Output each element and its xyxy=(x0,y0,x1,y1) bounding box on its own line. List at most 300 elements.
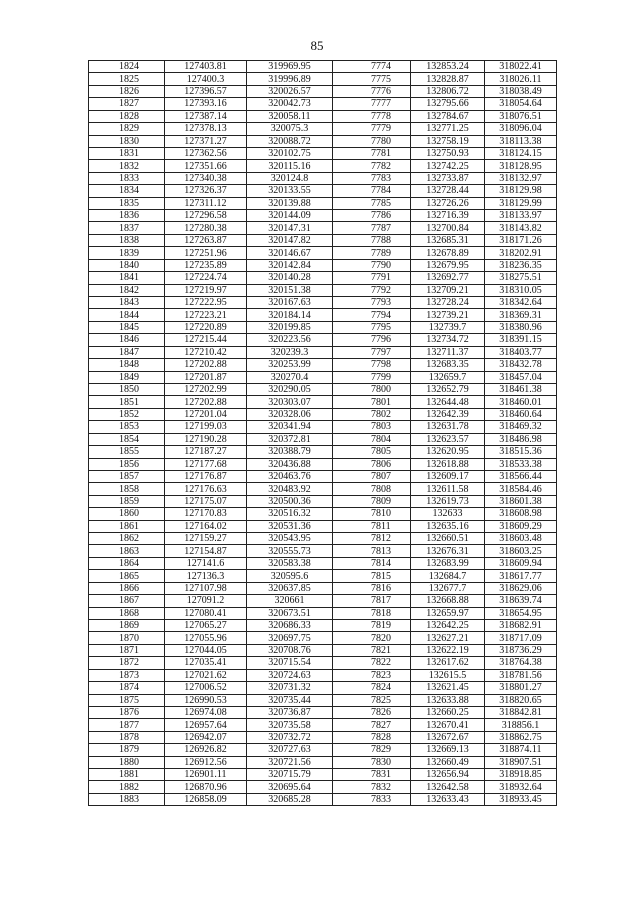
x-coordinate-1: 126957.64 xyxy=(165,719,247,731)
point-number-1: 1849 xyxy=(89,371,165,383)
point-number-2: 7830 xyxy=(333,756,411,768)
x-coordinate-1: 127393.16 xyxy=(165,98,247,110)
point-number-2: 7791 xyxy=(333,272,411,284)
point-number-2: 7813 xyxy=(333,545,411,557)
table-row xyxy=(89,334,557,346)
x-coordinate-1: 127065.27 xyxy=(165,619,247,631)
x-coordinate-2: 132622.19 xyxy=(411,644,485,656)
x-coordinate-2: 132853.24 xyxy=(411,61,485,73)
point-number-1: 1868 xyxy=(89,607,165,619)
y-coordinate-2: 318856.1 xyxy=(485,719,557,731)
y-coordinate-1: 320583.38 xyxy=(247,557,333,569)
x-coordinate-2: 132692.77 xyxy=(411,272,485,284)
point-number-1: 1850 xyxy=(89,383,165,395)
y-coordinate-2: 318639.74 xyxy=(485,595,557,607)
table-row xyxy=(89,669,557,681)
x-coordinate-2: 132615.5 xyxy=(411,669,485,681)
table-row xyxy=(89,619,557,631)
x-coordinate-1: 127202.88 xyxy=(165,396,247,408)
y-coordinate-1: 320147.82 xyxy=(247,234,333,246)
point-number-2: 7780 xyxy=(333,135,411,147)
point-number-1: 1858 xyxy=(89,483,165,495)
x-coordinate-1: 127199.03 xyxy=(165,421,247,433)
x-coordinate-2: 132670.41 xyxy=(411,719,485,731)
y-coordinate-1: 320199.85 xyxy=(247,321,333,333)
y-coordinate-2: 318129.99 xyxy=(485,197,557,209)
table-row xyxy=(89,557,557,569)
y-coordinate-2: 318717.09 xyxy=(485,632,557,644)
y-coordinate-2: 318129.98 xyxy=(485,185,557,197)
x-coordinate-2: 132716.39 xyxy=(411,210,485,222)
y-coordinate-1: 320124.8 xyxy=(247,172,333,184)
y-coordinate-2: 318076.51 xyxy=(485,110,557,122)
y-coordinate-1: 320372.81 xyxy=(247,433,333,445)
x-coordinate-2: 132739.7 xyxy=(411,321,485,333)
x-coordinate-1: 127044.05 xyxy=(165,644,247,656)
x-coordinate-2: 132660.51 xyxy=(411,533,485,545)
table-row xyxy=(89,458,557,470)
point-number-1: 1856 xyxy=(89,458,165,470)
y-coordinate-1: 320695.64 xyxy=(247,781,333,793)
point-number-2: 7806 xyxy=(333,458,411,470)
x-coordinate-1: 127141.6 xyxy=(165,557,247,569)
point-number-2: 7831 xyxy=(333,769,411,781)
point-number-1: 1853 xyxy=(89,421,165,433)
x-coordinate-1: 126974.08 xyxy=(165,706,247,718)
x-coordinate-1: 127387.14 xyxy=(165,110,247,122)
point-number-1: 1825 xyxy=(89,73,165,85)
y-coordinate-2: 318609.29 xyxy=(485,520,557,532)
y-coordinate-1: 320088.72 xyxy=(247,135,333,147)
point-number-1: 1831 xyxy=(89,147,165,159)
point-number-2: 7822 xyxy=(333,657,411,669)
x-coordinate-1: 127210.42 xyxy=(165,346,247,358)
point-number-1: 1834 xyxy=(89,185,165,197)
y-coordinate-2: 318460.64 xyxy=(485,408,557,420)
x-coordinate-2: 132621.45 xyxy=(411,682,485,694)
x-coordinate-2: 132644.48 xyxy=(411,396,485,408)
x-coordinate-1: 127091.2 xyxy=(165,595,247,607)
y-coordinate-2: 318862.75 xyxy=(485,731,557,743)
y-coordinate-2: 318533.38 xyxy=(485,458,557,470)
x-coordinate-2: 132728.24 xyxy=(411,297,485,309)
table-row xyxy=(89,607,557,619)
point-number-2: 7829 xyxy=(333,744,411,756)
x-coordinate-2: 132623.57 xyxy=(411,433,485,445)
y-coordinate-2: 318403.77 xyxy=(485,346,557,358)
point-number-2: 7784 xyxy=(333,185,411,197)
point-number-1: 1842 xyxy=(89,284,165,296)
x-coordinate-1: 127201.87 xyxy=(165,371,247,383)
y-coordinate-2: 318461.38 xyxy=(485,383,557,395)
table-row xyxy=(89,769,557,781)
point-number-1: 1839 xyxy=(89,247,165,259)
table-row xyxy=(89,793,557,805)
y-coordinate-2: 318113.38 xyxy=(485,135,557,147)
table-row xyxy=(89,470,557,482)
point-number-2: 7832 xyxy=(333,781,411,793)
x-coordinate-2: 132806.72 xyxy=(411,85,485,97)
table-row xyxy=(89,508,557,520)
x-coordinate-2: 132659.97 xyxy=(411,607,485,619)
point-number-2: 7785 xyxy=(333,197,411,209)
x-coordinate-1: 126990.53 xyxy=(165,694,247,706)
y-coordinate-2: 318918.85 xyxy=(485,769,557,781)
y-coordinate-1: 320184.14 xyxy=(247,309,333,321)
x-coordinate-1: 127159.27 xyxy=(165,533,247,545)
point-number-2: 7777 xyxy=(333,98,411,110)
point-number-1: 1833 xyxy=(89,172,165,184)
y-coordinate-2: 318391.15 xyxy=(485,334,557,346)
table-row xyxy=(89,744,557,756)
point-number-1: 1877 xyxy=(89,719,165,731)
y-coordinate-1: 320697.75 xyxy=(247,632,333,644)
table-row xyxy=(89,135,557,147)
y-coordinate-1: 320727.63 xyxy=(247,744,333,756)
point-number-1: 1882 xyxy=(89,781,165,793)
y-coordinate-1: 320253.99 xyxy=(247,359,333,371)
y-coordinate-1: 320151.38 xyxy=(247,284,333,296)
x-coordinate-1: 127219.97 xyxy=(165,284,247,296)
y-coordinate-1: 320637.85 xyxy=(247,582,333,594)
point-number-2: 7778 xyxy=(333,110,411,122)
table-row xyxy=(89,309,557,321)
table-row xyxy=(89,756,557,768)
x-coordinate-2: 132627.21 xyxy=(411,632,485,644)
y-coordinate-2: 318874.11 xyxy=(485,744,557,756)
y-coordinate-1: 320686.33 xyxy=(247,619,333,631)
point-number-2: 7776 xyxy=(333,85,411,97)
table-row xyxy=(89,321,557,333)
y-coordinate-1: 320736.87 xyxy=(247,706,333,718)
y-coordinate-2: 318801.27 xyxy=(485,682,557,694)
x-coordinate-2: 132633.43 xyxy=(411,793,485,805)
point-number-1: 1860 xyxy=(89,508,165,520)
x-coordinate-1: 127190.28 xyxy=(165,433,247,445)
y-coordinate-1: 320721.56 xyxy=(247,756,333,768)
table-row xyxy=(89,706,557,718)
point-number-2: 7815 xyxy=(333,570,411,582)
y-coordinate-2: 318820.65 xyxy=(485,694,557,706)
x-coordinate-1: 127055.96 xyxy=(165,632,247,644)
point-number-1: 1838 xyxy=(89,234,165,246)
x-coordinate-2: 132633 xyxy=(411,508,485,520)
point-number-2: 7817 xyxy=(333,595,411,607)
x-coordinate-1: 127223.21 xyxy=(165,309,247,321)
point-number-2: 7794 xyxy=(333,309,411,321)
point-number-1: 1832 xyxy=(89,160,165,172)
table-row xyxy=(89,570,557,582)
table-row xyxy=(89,719,557,731)
point-number-1: 1872 xyxy=(89,657,165,669)
x-coordinate-2: 132618.88 xyxy=(411,458,485,470)
point-number-2: 7789 xyxy=(333,247,411,259)
x-coordinate-1: 127176.63 xyxy=(165,483,247,495)
point-number-2: 7819 xyxy=(333,619,411,631)
x-coordinate-2: 132669.13 xyxy=(411,744,485,756)
x-coordinate-1: 127154.87 xyxy=(165,545,247,557)
point-number-2: 7796 xyxy=(333,334,411,346)
point-number-2: 7774 xyxy=(333,61,411,73)
table-row xyxy=(89,123,557,135)
point-number-2: 7787 xyxy=(333,222,411,234)
x-coordinate-2: 132676.31 xyxy=(411,545,485,557)
y-coordinate-2: 318380.96 xyxy=(485,321,557,333)
x-coordinate-1: 127021.62 xyxy=(165,669,247,681)
point-number-1: 1875 xyxy=(89,694,165,706)
table-row xyxy=(89,185,557,197)
point-number-1: 1881 xyxy=(89,769,165,781)
point-number-1: 1859 xyxy=(89,495,165,507)
point-number-1: 1870 xyxy=(89,632,165,644)
coordinates-table xyxy=(88,60,557,806)
point-number-1: 1830 xyxy=(89,135,165,147)
point-number-1: 1873 xyxy=(89,669,165,681)
y-coordinate-2: 318432.78 xyxy=(485,359,557,371)
x-coordinate-2: 132758.19 xyxy=(411,135,485,147)
y-coordinate-1: 320144.09 xyxy=(247,210,333,222)
y-coordinate-1: 320026.57 xyxy=(247,85,333,97)
x-coordinate-1: 126942.07 xyxy=(165,731,247,743)
y-coordinate-2: 318236.35 xyxy=(485,259,557,271)
x-coordinate-1: 127170.83 xyxy=(165,508,247,520)
point-number-2: 7790 xyxy=(333,259,411,271)
x-coordinate-2: 132795.66 xyxy=(411,98,485,110)
point-number-1: 1851 xyxy=(89,396,165,408)
point-number-2: 7798 xyxy=(333,359,411,371)
point-number-1: 1837 xyxy=(89,222,165,234)
point-number-1: 1864 xyxy=(89,557,165,569)
point-number-2: 7803 xyxy=(333,421,411,433)
x-coordinate-1: 127080.41 xyxy=(165,607,247,619)
x-coordinate-2: 132672.67 xyxy=(411,731,485,743)
point-number-1: 1874 xyxy=(89,682,165,694)
x-coordinate-1: 127176.87 xyxy=(165,470,247,482)
x-coordinate-2: 132709.21 xyxy=(411,284,485,296)
y-coordinate-2: 318342.64 xyxy=(485,297,557,309)
y-coordinate-2: 318096.04 xyxy=(485,123,557,135)
x-coordinate-2: 132734.72 xyxy=(411,334,485,346)
table-row xyxy=(89,160,557,172)
point-number-2: 7818 xyxy=(333,607,411,619)
x-coordinate-1: 127164.02 xyxy=(165,520,247,532)
point-number-1: 1824 xyxy=(89,61,165,73)
table-row xyxy=(89,197,557,209)
x-coordinate-1: 126901.11 xyxy=(165,769,247,781)
point-number-1: 1880 xyxy=(89,756,165,768)
x-coordinate-1: 127175.07 xyxy=(165,495,247,507)
y-coordinate-2: 318584.46 xyxy=(485,483,557,495)
table-row xyxy=(89,781,557,793)
y-coordinate-2: 318601.38 xyxy=(485,495,557,507)
point-number-2: 7821 xyxy=(333,644,411,656)
x-coordinate-1: 126926.82 xyxy=(165,744,247,756)
table-row xyxy=(89,657,557,669)
point-number-2: 7809 xyxy=(333,495,411,507)
point-number-1: 1876 xyxy=(89,706,165,718)
x-coordinate-1: 127035.41 xyxy=(165,657,247,669)
y-coordinate-2: 318682.91 xyxy=(485,619,557,631)
point-number-2: 7833 xyxy=(333,793,411,805)
point-number-2: 7797 xyxy=(333,346,411,358)
table-row xyxy=(89,520,557,532)
x-coordinate-1: 126870.96 xyxy=(165,781,247,793)
y-coordinate-2: 318202.91 xyxy=(485,247,557,259)
point-number-2: 7823 xyxy=(333,669,411,681)
point-number-1: 1846 xyxy=(89,334,165,346)
y-coordinate-1: 320167.63 xyxy=(247,297,333,309)
x-coordinate-1: 127136.3 xyxy=(165,570,247,582)
y-coordinate-1: 320555.73 xyxy=(247,545,333,557)
point-number-2: 7825 xyxy=(333,694,411,706)
x-coordinate-2: 132631.78 xyxy=(411,421,485,433)
table-row xyxy=(89,644,557,656)
y-coordinate-2: 318143.82 xyxy=(485,222,557,234)
point-number-1: 1855 xyxy=(89,446,165,458)
x-coordinate-2: 132685.31 xyxy=(411,234,485,246)
x-coordinate-1: 127222.95 xyxy=(165,297,247,309)
x-coordinate-1: 127280.38 xyxy=(165,222,247,234)
x-coordinate-2: 132828.87 xyxy=(411,73,485,85)
table-row xyxy=(89,483,557,495)
y-coordinate-1: 320436.88 xyxy=(247,458,333,470)
x-coordinate-2: 132642.39 xyxy=(411,408,485,420)
x-coordinate-1: 127187.27 xyxy=(165,446,247,458)
y-coordinate-2: 318038.49 xyxy=(485,85,557,97)
point-number-1: 1861 xyxy=(89,520,165,532)
x-coordinate-2: 132684.7 xyxy=(411,570,485,582)
y-coordinate-2: 318932.64 xyxy=(485,781,557,793)
y-coordinate-2: 318515.36 xyxy=(485,446,557,458)
x-coordinate-2: 132635.16 xyxy=(411,520,485,532)
y-coordinate-1: 320715.54 xyxy=(247,657,333,669)
x-coordinate-2: 132742.25 xyxy=(411,160,485,172)
y-coordinate-1: 320341.94 xyxy=(247,421,333,433)
x-coordinate-1: 127400.3 xyxy=(165,73,247,85)
x-coordinate-1: 127202.99 xyxy=(165,383,247,395)
x-coordinate-2: 132656.94 xyxy=(411,769,485,781)
point-number-2: 7800 xyxy=(333,383,411,395)
x-coordinate-1: 127340.38 xyxy=(165,172,247,184)
y-coordinate-1: 320595.6 xyxy=(247,570,333,582)
point-number-2: 7801 xyxy=(333,396,411,408)
table-row xyxy=(89,446,557,458)
point-number-1: 1878 xyxy=(89,731,165,743)
point-number-2: 7793 xyxy=(333,297,411,309)
y-coordinate-2: 318654.95 xyxy=(485,607,557,619)
x-coordinate-2: 132726.26 xyxy=(411,197,485,209)
point-number-2: 7792 xyxy=(333,284,411,296)
table-row xyxy=(89,408,557,420)
point-number-2: 7804 xyxy=(333,433,411,445)
table-row xyxy=(89,85,557,97)
table-row xyxy=(89,383,557,395)
point-number-2: 7795 xyxy=(333,321,411,333)
x-coordinate-2: 132750.93 xyxy=(411,147,485,159)
point-number-2: 7779 xyxy=(333,123,411,135)
x-coordinate-2: 132633.88 xyxy=(411,694,485,706)
x-coordinate-2: 132711.37 xyxy=(411,346,485,358)
y-coordinate-1: 319996.89 xyxy=(247,73,333,85)
point-number-2: 7827 xyxy=(333,719,411,731)
x-coordinate-1: 127296.58 xyxy=(165,210,247,222)
point-number-2: 7812 xyxy=(333,533,411,545)
y-coordinate-1: 320516.32 xyxy=(247,508,333,520)
y-coordinate-1: 320328.06 xyxy=(247,408,333,420)
table-row xyxy=(89,297,557,309)
x-coordinate-1: 127006.52 xyxy=(165,682,247,694)
y-coordinate-2: 318933.45 xyxy=(485,793,557,805)
y-coordinate-1: 320290.05 xyxy=(247,383,333,395)
x-coordinate-1: 127220.89 xyxy=(165,321,247,333)
x-coordinate-1: 127403.81 xyxy=(165,61,247,73)
y-coordinate-2: 318275.51 xyxy=(485,272,557,284)
table-row xyxy=(89,247,557,259)
y-coordinate-2: 318907.51 xyxy=(485,756,557,768)
y-coordinate-1: 320731.32 xyxy=(247,682,333,694)
y-coordinate-2: 318609.94 xyxy=(485,557,557,569)
point-number-1: 1826 xyxy=(89,85,165,97)
point-number-1: 1852 xyxy=(89,408,165,420)
point-number-2: 7783 xyxy=(333,172,411,184)
x-coordinate-2: 132652.79 xyxy=(411,383,485,395)
point-number-1: 1829 xyxy=(89,123,165,135)
x-coordinate-1: 126858.09 xyxy=(165,793,247,805)
table-row xyxy=(89,61,557,73)
x-coordinate-2: 132679.95 xyxy=(411,259,485,271)
point-number-1: 1828 xyxy=(89,110,165,122)
x-coordinate-1: 127107.98 xyxy=(165,582,247,594)
x-coordinate-1: 127351.66 xyxy=(165,160,247,172)
y-coordinate-1: 320685.28 xyxy=(247,793,333,805)
point-number-2: 7807 xyxy=(333,470,411,482)
x-coordinate-2: 132784.67 xyxy=(411,110,485,122)
y-coordinate-2: 318603.48 xyxy=(485,533,557,545)
table-row xyxy=(89,359,557,371)
point-number-2: 7802 xyxy=(333,408,411,420)
y-coordinate-1: 320673.51 xyxy=(247,607,333,619)
y-coordinate-1: 320543.95 xyxy=(247,533,333,545)
y-coordinate-2: 318469.32 xyxy=(485,421,557,433)
y-coordinate-2: 318128.95 xyxy=(485,160,557,172)
table-row xyxy=(89,73,557,85)
table-row xyxy=(89,259,557,271)
table-row xyxy=(89,731,557,743)
table-row xyxy=(89,172,557,184)
x-coordinate-1: 127215.44 xyxy=(165,334,247,346)
table-row xyxy=(89,371,557,383)
x-coordinate-2: 132668.88 xyxy=(411,595,485,607)
point-number-1: 1854 xyxy=(89,433,165,445)
table-row xyxy=(89,110,557,122)
x-coordinate-2: 132619.73 xyxy=(411,495,485,507)
point-number-1: 1843 xyxy=(89,297,165,309)
x-coordinate-2: 132677.7 xyxy=(411,582,485,594)
y-coordinate-2: 318022.41 xyxy=(485,61,557,73)
point-number-2: 7786 xyxy=(333,210,411,222)
table-row xyxy=(89,421,557,433)
x-coordinate-2: 132678.89 xyxy=(411,247,485,259)
point-number-1: 1827 xyxy=(89,98,165,110)
y-coordinate-1: 320724.63 xyxy=(247,669,333,681)
x-coordinate-1: 127326.37 xyxy=(165,185,247,197)
point-number-2: 7824 xyxy=(333,682,411,694)
table-row xyxy=(89,682,557,694)
table-row xyxy=(89,694,557,706)
y-coordinate-1: 320715.79 xyxy=(247,769,333,781)
y-coordinate-2: 318736.29 xyxy=(485,644,557,656)
y-coordinate-1: 320463.76 xyxy=(247,470,333,482)
